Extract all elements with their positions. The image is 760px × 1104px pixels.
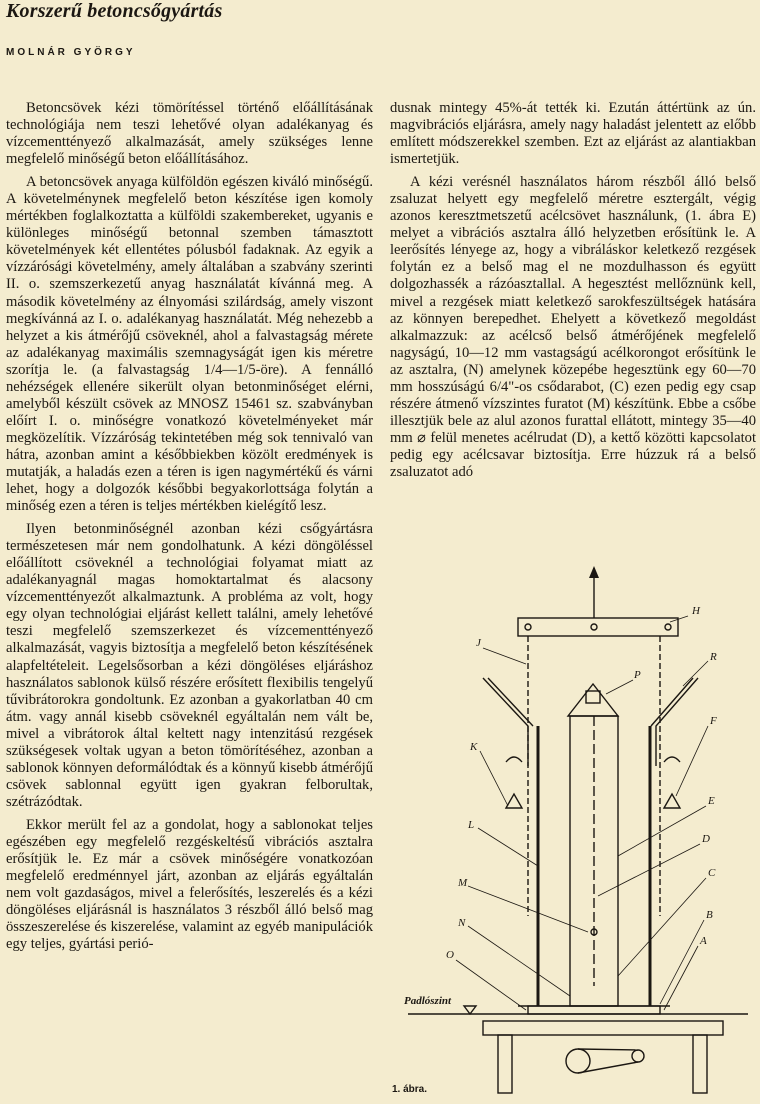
label-h: H (692, 605, 700, 617)
label-l: L (468, 819, 475, 831)
paragraph: A betoncsövek anyaga külföldön egészen kiváló minőségű. A követelménynek megfelelő beton készítése igen komoly mértékben foglalkoztatta a külföldi szakembereket, ugyanis e különleges minőségű betonnal szemben támasztott követelmények két ellentétes pólusból fadaknak. Az egyik a vízzárósági követelmény, amely általában a szabvány szerinti II. o. szemszerkezetű anyag használatát kívánná meg. A második követelmény az élnyomási szilárdság, amely viszont megkívánná az I. o. adalékanyag használatát. Még nehezebb a helyzet a kis átmérőjű csöveknél, ahol a falvastagság mérete az adalékanyag maximális szemnagyságát igen kis méretre szorítja le. (a falvastagság 1/4—1/5-öre). A fennálló nehézségek ellenére sikerült olyan betonminőséget elérni, amelyből készült csövek az MNOSZ 15461 sz. szabványban előírt I. o. minőségre vonatkozó követelményeket már megközelítik. Vízzáróság tekintetében még sok tennivaló van hátra, azonban amint a későbbiekben közölt eredmények is mutatják, a haladás ezen a téren is igen nagymértékű és várni lehet, hogy a dolgozók későbbi begyakorlottsága folytán a minőség ezen a téren is teljes mértékben kielégítő lesz. (6, 174, 373, 515)
left-column (6, 100, 373, 953)
label-o: O (446, 949, 454, 961)
label-b: B (706, 909, 713, 921)
label-n: N (458, 917, 466, 929)
label-r: R (710, 651, 717, 663)
label-m: M (458, 877, 468, 889)
paragraph: Ilyen betonminőségnél azonban kézi csőgyártásra természetesen már nem gondolhatunk. A kézi döngöléssel előállított csöveknél a technológiai folyamat miatt az adalékanyagnál magas homoktartalmat és alacsony vízcementtényezőt alkalmaztunk. A probléma az volt, hogy egy olyan technológiai eljárást kellett találni, amely lehetővé teszi megfelelő szemszerkezet és vízcementtényező alkalmazását, vagyis biztosítja a megfelelő beton készítésének alapfeltételeit. Legelsősorban a kézi döngöléses eljáráshoz használatos sablonok külső részére erősített flexibilis tengelyű tűvibrátorokra gondoltunk. Ez azonban a gyakorlatban 40 cm átm. vagy annál kisebb csöveknél egyáltalán nem vált be, mivel a vibrátorok által keltett nagy intenzitású rezgések szükségesek voltak ugyan a beton tömörítéséhez, azonban a sablonok könnyen deformálódtak és a könnyű kisebb átmérőjű csövek sablonnal együtt igen gyakran felborultak, szétrázódtak. (6, 521, 373, 810)
label-j: J (476, 637, 481, 649)
article-title: Korszerű betoncsőgyártás (6, 0, 223, 22)
figure-1-vibration-mold-diagram (388, 566, 758, 1096)
figure-caption: 1. ábra. (392, 1084, 428, 1095)
paragraph: dusnak mintegy 45%-át tették ki. Ezután áttértünk az ún. magvibrációs eljárásra, amely nagy haladást jelentett az előbb említett módszerekkel szemben. Ezt az eljárást az alantiakban ismertetjük. (390, 100, 756, 168)
right-column (390, 100, 756, 481)
article-author: MOLNÁR GYÖRGY (6, 47, 136, 58)
label-c: C (708, 867, 716, 879)
label-p: P (634, 669, 641, 681)
paragraph: Betoncsövek kézi tömörítéssel történő előállításának technológiája nem teszi lehetővé olyan adalékanyag és vízcementtényező alkalmazását, amely szükséges lenne megfelelő minőségű beton előállításához. (6, 100, 373, 168)
floor-level-label: Padlószint (404, 995, 452, 1007)
paragraph: Ekkor merült fel az a gondolat, hogy a sablonokat teljes egészében egy megfelelő rezgéskeltésű vibrációs asztalra erősítjük le. Ez már a csövek minőségére vonatkozóan megfelelő eredménnyel járt, azonban az eljárás egyáltalán nem volt gazdaságos, mivel a felerősítés, leszerelés és a kézi döngöléses eljárásnál is használatos 3 részből álló belső mag összeszerelése és kiszerelése, valamint az egyéb manipulációk egy teljes, gyártási perió- (6, 816, 373, 953)
label-e: E (708, 795, 715, 807)
label-a: A (700, 935, 707, 947)
paragraph: A kézi verésnél használatos három részből álló belső zsaluzat helyett egy megfelelő méretre esztergált, végig azonos keresztmetszetű acélcsövet használunk, (1. ábra E) melyet a vibrációs asztalra álló helyzetben erősítünk le. A leerősítés lényege az, hogy a vibráláskor keletkező rezgések folytán ez a belső mag el ne mozdulhasson és együtt dolgozhassék a rázóasztallal. A hegesztést mellőznünk kell, mivel a rezgések miatt keletkező sarokfeszültségek hatására az könnyen berepedhet. Ehelyett a következő megoldást alkalmazzuk: az acélcső belső átmérőjének megfelelő nagyságú, 10—12 mm vastagságú acélkorongot erősítünk le az asztalra, (N) amelynek közepébe hegesztünk egy 60—70 mm hosszúságú 6/4"-os csődarabot, (C) ezen pedig egy csap részére átmenő vízszintes furatot (M) készítünk. Ebbe a csőbe illesztjük bele az alul azonos furattal ellátott, mintegy 35—40 mm ⌀ felül menetes acélrudat (D), a kettő közötti kapcsolatot pedig egy acélcsavar biztosítja. Erre húzzuk rá a belső zsaluzatot adó (390, 174, 756, 480)
label-f: F (710, 715, 717, 727)
label-k: K (470, 741, 478, 753)
label-d: D (702, 833, 710, 845)
